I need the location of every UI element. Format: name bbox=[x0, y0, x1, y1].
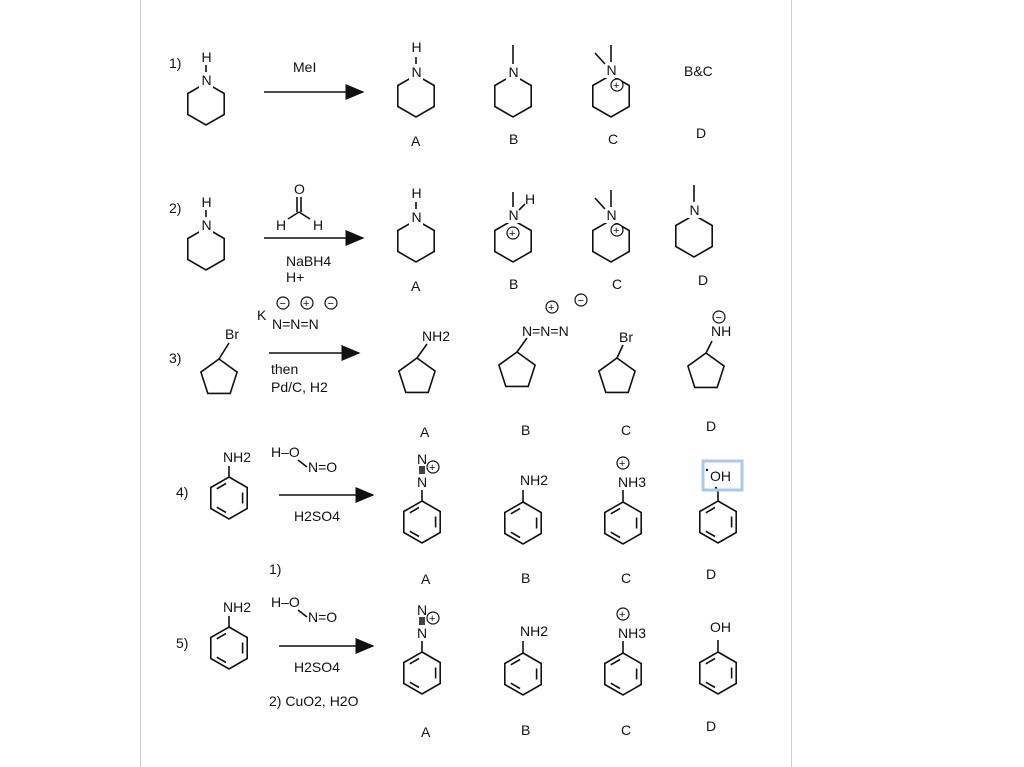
choice-1b-label: B bbox=[509, 131, 519, 147]
svg-text:+: + bbox=[509, 228, 516, 240]
aniline-reactant-5 bbox=[211, 599, 251, 669]
reagent-then: then bbox=[271, 361, 299, 377]
svg-text:+: + bbox=[619, 609, 626, 621]
svg-text:N: N bbox=[606, 207, 617, 223]
svg-text:−: − bbox=[279, 298, 286, 310]
choice-1c-structure bbox=[593, 45, 629, 117]
svg-text:N=O: N=O bbox=[308, 459, 338, 475]
choice-4a-structure bbox=[404, 451, 440, 543]
choice-1b-structure bbox=[495, 45, 531, 117]
svg-text:−: − bbox=[327, 298, 334, 310]
svg-text:+: + bbox=[548, 302, 555, 314]
svg-text:H: H bbox=[201, 194, 212, 210]
choice-4c-structure bbox=[605, 457, 646, 544]
choice-5d-structure bbox=[700, 619, 736, 694]
svg-text:+: + bbox=[613, 80, 620, 92]
svg-text:OH: OH bbox=[710, 619, 731, 635]
problem-5-number: 5) bbox=[176, 635, 189, 651]
svg-text:H: H bbox=[411, 39, 422, 55]
svg-text:+: + bbox=[613, 225, 620, 237]
choice-3d-structure bbox=[688, 311, 731, 387]
svg-text:K: K bbox=[257, 307, 267, 323]
svg-text:N: N bbox=[411, 64, 422, 80]
choice-5b-label: B bbox=[521, 722, 531, 738]
svg-text:OH: OH bbox=[710, 468, 731, 484]
reagent-mei: MeI bbox=[293, 59, 317, 75]
svg-text:N=N=N: N=N=N bbox=[272, 316, 319, 332]
problem-3-number: 3) bbox=[169, 350, 182, 366]
svg-text:N: N bbox=[411, 209, 422, 225]
svg-text:NH2: NH2 bbox=[223, 599, 252, 615]
piperidine-reactant-2 bbox=[188, 194, 224, 270]
h-atom: H bbox=[201, 49, 212, 65]
svg-text:N: N bbox=[417, 625, 428, 641]
svg-text:+: + bbox=[429, 462, 436, 474]
step-2-label: 2) CuO2, H2O bbox=[269, 693, 359, 709]
piperidine-reactant-1 bbox=[188, 49, 224, 125]
svg-text:H: H bbox=[411, 185, 422, 201]
choice-5a-label: A bbox=[421, 724, 431, 740]
svg-text:N: N bbox=[689, 202, 700, 218]
svg-text:NH: NH bbox=[711, 323, 732, 339]
svg-text:H–O: H–O bbox=[271, 594, 300, 610]
choice-2b-structure bbox=[495, 191, 535, 262]
svg-text:−: − bbox=[715, 312, 722, 324]
svg-text:N: N bbox=[606, 62, 617, 78]
choice-3b-label: B bbox=[521, 422, 531, 438]
svg-text:N=N=N: N=N=N bbox=[522, 323, 569, 339]
svg-text:NH2: NH2 bbox=[520, 623, 549, 639]
svg-text:H: H bbox=[525, 191, 536, 207]
svg-text:N: N bbox=[417, 451, 428, 467]
svg-text:+: + bbox=[303, 298, 310, 310]
choice-5c-structure bbox=[605, 608, 646, 695]
choice-5d-label: D bbox=[706, 718, 717, 734]
svg-text:H–O: H–O bbox=[271, 444, 300, 460]
reaction-sheet bbox=[141, 0, 791, 767]
svg-text:H: H bbox=[276, 217, 287, 233]
formaldehyde-structure bbox=[276, 181, 323, 233]
potassium-azide bbox=[257, 297, 337, 332]
choice-3b-structure bbox=[499, 294, 587, 386]
choice-3d-label: D bbox=[706, 418, 717, 434]
choice-3c-structure bbox=[599, 329, 635, 392]
svg-text:N: N bbox=[417, 602, 428, 618]
choice-5a-structure bbox=[404, 602, 440, 694]
svg-text:N: N bbox=[417, 474, 428, 490]
reagent-h2so4-4: H2SO4 bbox=[294, 508, 340, 524]
choice-1c-label: C bbox=[608, 131, 619, 147]
n-atom: N bbox=[201, 72, 212, 88]
choice-1a-label: A bbox=[411, 133, 421, 149]
reagent-pd-c-h2: Pd/C, H2 bbox=[271, 379, 328, 395]
choice-2d-structure bbox=[676, 185, 712, 257]
svg-text:−: − bbox=[577, 295, 584, 307]
choice-2c-structure bbox=[593, 190, 629, 262]
choice-1a-structure bbox=[398, 39, 434, 117]
svg-text:Br: Br bbox=[619, 329, 633, 345]
choice-4d-structure bbox=[700, 468, 736, 543]
choice-5c-label: C bbox=[621, 722, 632, 738]
choice-2c-label: C bbox=[612, 276, 623, 292]
choice-5b-structure bbox=[505, 623, 548, 695]
svg-text:H: H bbox=[313, 217, 324, 233]
reagent-h2so4-5: H2SO4 bbox=[294, 659, 340, 675]
choice-2a-structure bbox=[398, 185, 434, 262]
nitrous-acid-5 bbox=[271, 594, 337, 625]
choice-2d-label: D bbox=[698, 272, 709, 288]
document-page bbox=[140, 0, 792, 767]
svg-text:NH2: NH2 bbox=[223, 449, 252, 465]
svg-text:N: N bbox=[201, 217, 212, 233]
svg-text:N: N bbox=[508, 207, 519, 223]
svg-text:Br: Br bbox=[225, 326, 239, 342]
choice-3c-label: C bbox=[621, 422, 632, 438]
choice-3a-label: A bbox=[420, 424, 430, 440]
svg-text:N=O: N=O bbox=[308, 609, 338, 625]
bromocyclopentane-reactant bbox=[201, 326, 239, 393]
choice-2b-label: B bbox=[509, 276, 519, 292]
choice-4b-structure bbox=[505, 472, 548, 544]
choice-4b-label: B bbox=[521, 570, 531, 586]
svg-text:NH2: NH2 bbox=[520, 472, 549, 488]
problem-1-number: 1) bbox=[169, 55, 182, 71]
problem-2-number: 2) bbox=[169, 200, 182, 216]
problem-4-number: 4) bbox=[176, 484, 189, 500]
choice-4a-label: A bbox=[421, 571, 431, 587]
choice-3a-structure bbox=[399, 328, 450, 392]
nitrous-acid-4 bbox=[271, 444, 337, 475]
choice-2a-label: A bbox=[411, 278, 421, 294]
choice-4d-label: D bbox=[706, 566, 717, 582]
step-1-label: 1) bbox=[269, 561, 282, 577]
svg-text:O: O bbox=[294, 181, 305, 197]
choice-4c-label: C bbox=[621, 570, 632, 586]
choice-1d-text: B&C bbox=[684, 63, 713, 79]
choice-1d-label: D bbox=[696, 125, 707, 141]
svg-text:+: + bbox=[429, 613, 436, 625]
svg-text:NH3: NH3 bbox=[618, 625, 647, 641]
reagent-nabh4: NaBH4 bbox=[286, 253, 332, 269]
svg-text:NH2: NH2 bbox=[422, 328, 451, 344]
aniline-reactant-4 bbox=[211, 449, 251, 519]
svg-text:NH3: NH3 bbox=[618, 474, 647, 490]
svg-text:+: + bbox=[619, 458, 626, 470]
svg-text:N: N bbox=[508, 64, 519, 80]
reagent-h-plus: H+ bbox=[286, 269, 305, 285]
